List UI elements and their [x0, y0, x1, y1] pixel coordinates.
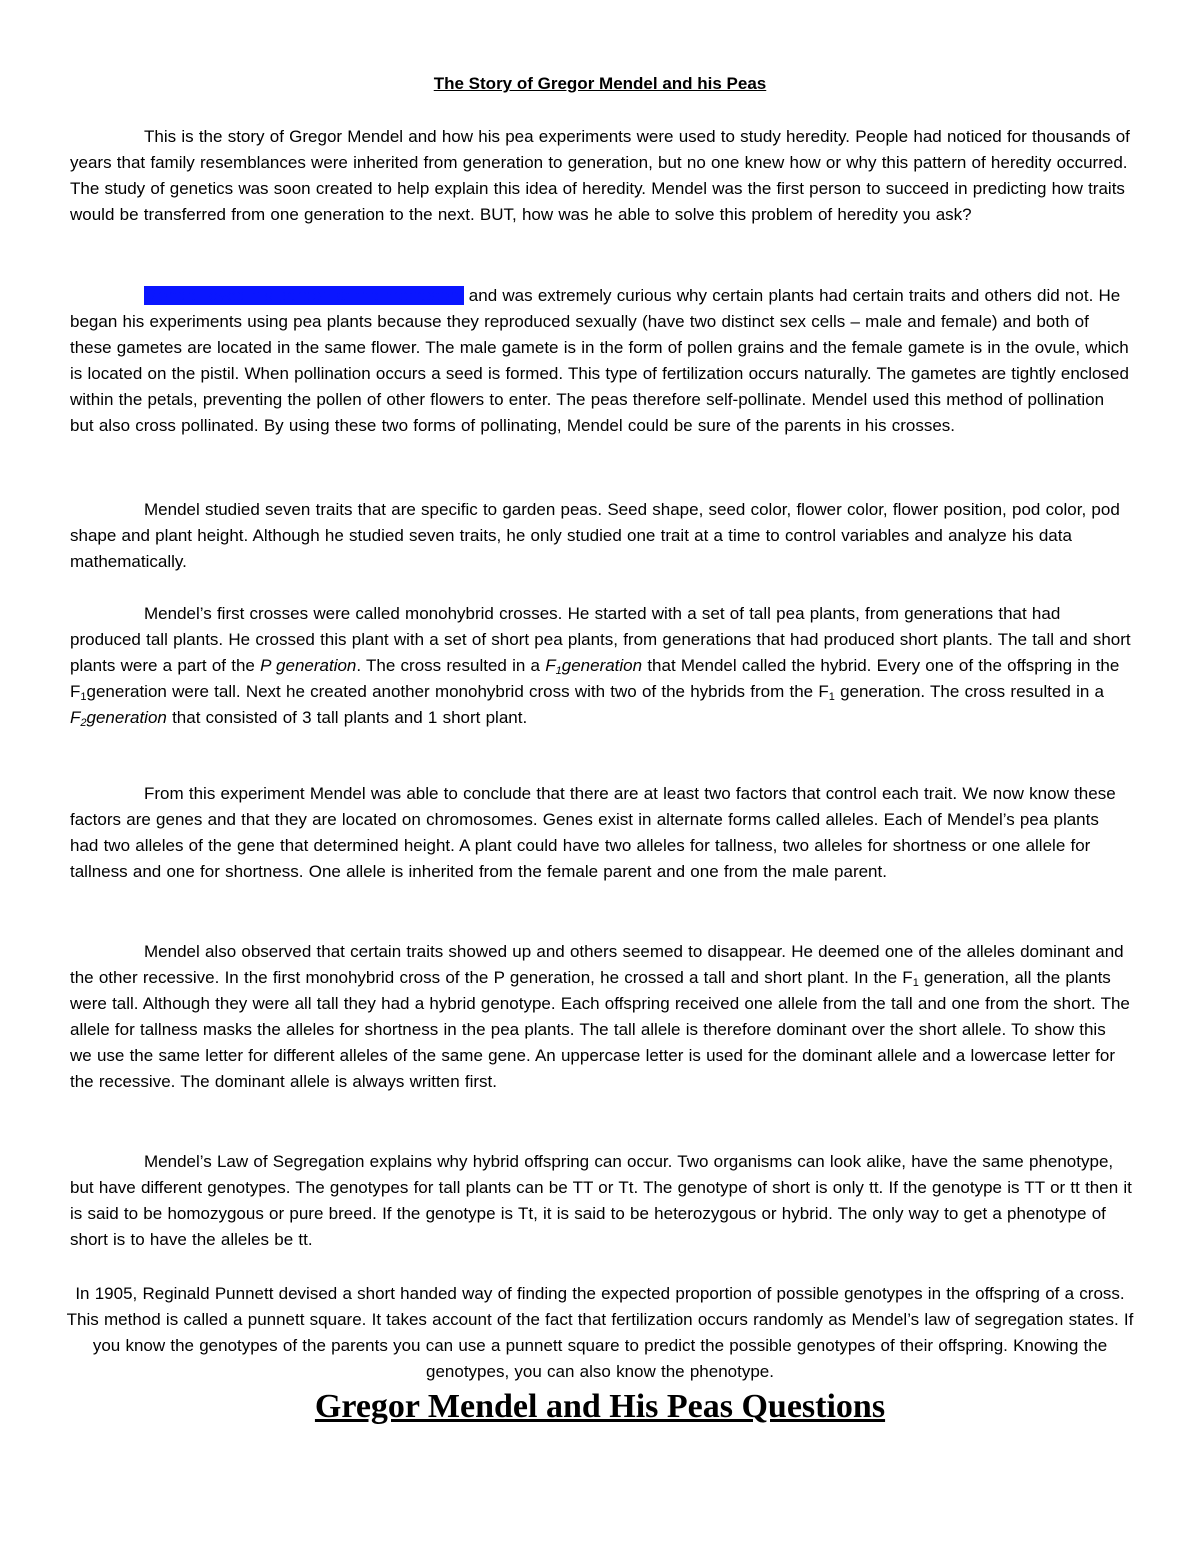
italic-term: generation [561, 656, 643, 675]
paragraph-alleles: From this experiment Mendel was able to conclude that there are at least two factors that control each trait. We now know these factors are genes and that they are located on chromosomes. Genes exist in alternate forms called alleles. Each of Mendel’s pea plants had two alleles of the gene that determined height. A plant could have two alleles for tallness, two alleles for shortness or one allele for tallness and one for shortness. One allele is inherited from the female parent and one from the male parent. [70, 784, 1116, 881]
subscript: 1 [555, 665, 562, 677]
italic-term: generation [86, 708, 167, 727]
subscript: 2 [80, 717, 87, 729]
subscript: 1 [80, 691, 87, 703]
paragraph-intro: This is the story of Gregor Mendel and how his pea experiments were used to study heredity. People had noticed for thousands of years that family resemblances were inherited from generation to generation, but no one knew how or why this pattern of heredity occurred. The study of genetics was soon created to help explain this idea of heredity. Mendel was the first person to succeed in predicting how traits would be transferred from one generation to the next. BUT, how was he able to solve this problem of heredity you ask? [70, 127, 1130, 224]
italic-term: P generation [260, 656, 357, 675]
text-run: generation were tall. Next he created another monohybrid cross with two of the hybrids from the F [86, 682, 829, 701]
paragraph-dominance [70, 939, 1132, 1095]
paragraph-seven-traits: Mendel studied seven traits that are specific to garden peas. Seed shape, seed color, flower color, flower position, pod color, pod shape and plant height. Although he studied seven traits, he only studied one trait at a time to control variables and analyze his data mathematically. [70, 500, 1120, 571]
text-run: that Mendel called the hybrid. Every one of the offspring in the F [70, 656, 1120, 701]
text-run: generation, all the plants were tall. Although they were all tall they had a hybrid genotype. Each offspring received one allele from the tall and one from the short. The allele for tallness masks the alleles for shortness in the pea plants. The tall allele is therefore dominant over the short allele. To show this we use the same letter for different alleles of the same gene. An uppercase letter is used for the dominant allele and a lowercase letter for the recessive. The dominant allele is always written first. [70, 968, 1130, 1091]
italic-term: F [545, 656, 556, 675]
text-run: that consisted of 3 tall plants and 1 short plant. [166, 708, 528, 727]
questions-heading: Gregor Mendel and His Peas Questions [314, 1388, 886, 1425]
italic-term: F [70, 708, 81, 727]
paragraph-monohybrid [70, 601, 1132, 731]
text-run: Mendel also observed that certain traits showed up and others seemed to disappear. He deemed one of the alleles dominant and the other recessive. In the first monohybrid cross of the P generation, he crossed a tall and short plant. In the F [70, 942, 1124, 987]
paragraph-punnett: In 1905, Reginald Punnett devised a short handed way of finding the expected proportion of possible genotypes in the offspring of a cross. This method is called a punnett square. It takes account of the fact that fertilization occurs randomly as Mendel’s law of segregation states. If you know the genotypes of the parents you can use a punnett square to predict the possible genotypes of their offspring. Knowing the genotypes, you can also know the phenotype. [66, 1284, 1134, 1381]
subscript: 1 [828, 691, 835, 703]
highlighted-text: Mendel loved his garden at the monastery [144, 286, 464, 305]
paragraph-garden-text: and was extremely curious why certain plants had certain traits and others did not. He began his experiments using pea plants because they reproduced sexually (have two distinct sex cells – male and female) and both of these gametes are located in the same flower. The male gamete is in the form of pollen grains and the female gamete is in the ovule, which is located on the pistil. When pollination occurs a seed is formed. This type of fertilization occurs naturally. The gametes are tightly enclosed within the petals, preventing the pollen of other flowers to enter. The peas therefore self-pollinate. Mendel used this method of pollination but also cross pollinated. By using these two forms of pollinating, Mendel could be sure of the parents in his crosses. [70, 286, 1129, 435]
text-run: generation. The cross resulted in a [834, 682, 1105, 701]
subscript: 1 [912, 977, 919, 989]
paragraph-segregation: Mendel’s Law of Segregation explains why hybrid offspring can occur. Two organisms can look alike, have the same phenotype, but have different genotypes. The genotypes for tall plants can be TT or Tt. The genotype of short is only tt. If the genotype is TT or tt then it is said to be homozygous or pure breed. If the genotype is Tt, it is said to be heterozygous or hybrid. The only way to get a phenotype of short is to have the alleles be tt. [70, 1152, 1132, 1249]
document-title: The Story of Gregor Mendel and his Peas [433, 74, 767, 93]
paragraph-garden [70, 283, 1132, 439]
text-run: . The cross resulted in a [356, 656, 546, 675]
text-run: Mendel’s first crosses were called monohybrid crosses. He started with a set of tall pea plants, from generations that had produced tall plants. He crossed this plant with a set of short pea plants, from generations that had produced short plants. The tall and short plants were a part of the [70, 604, 1131, 675]
